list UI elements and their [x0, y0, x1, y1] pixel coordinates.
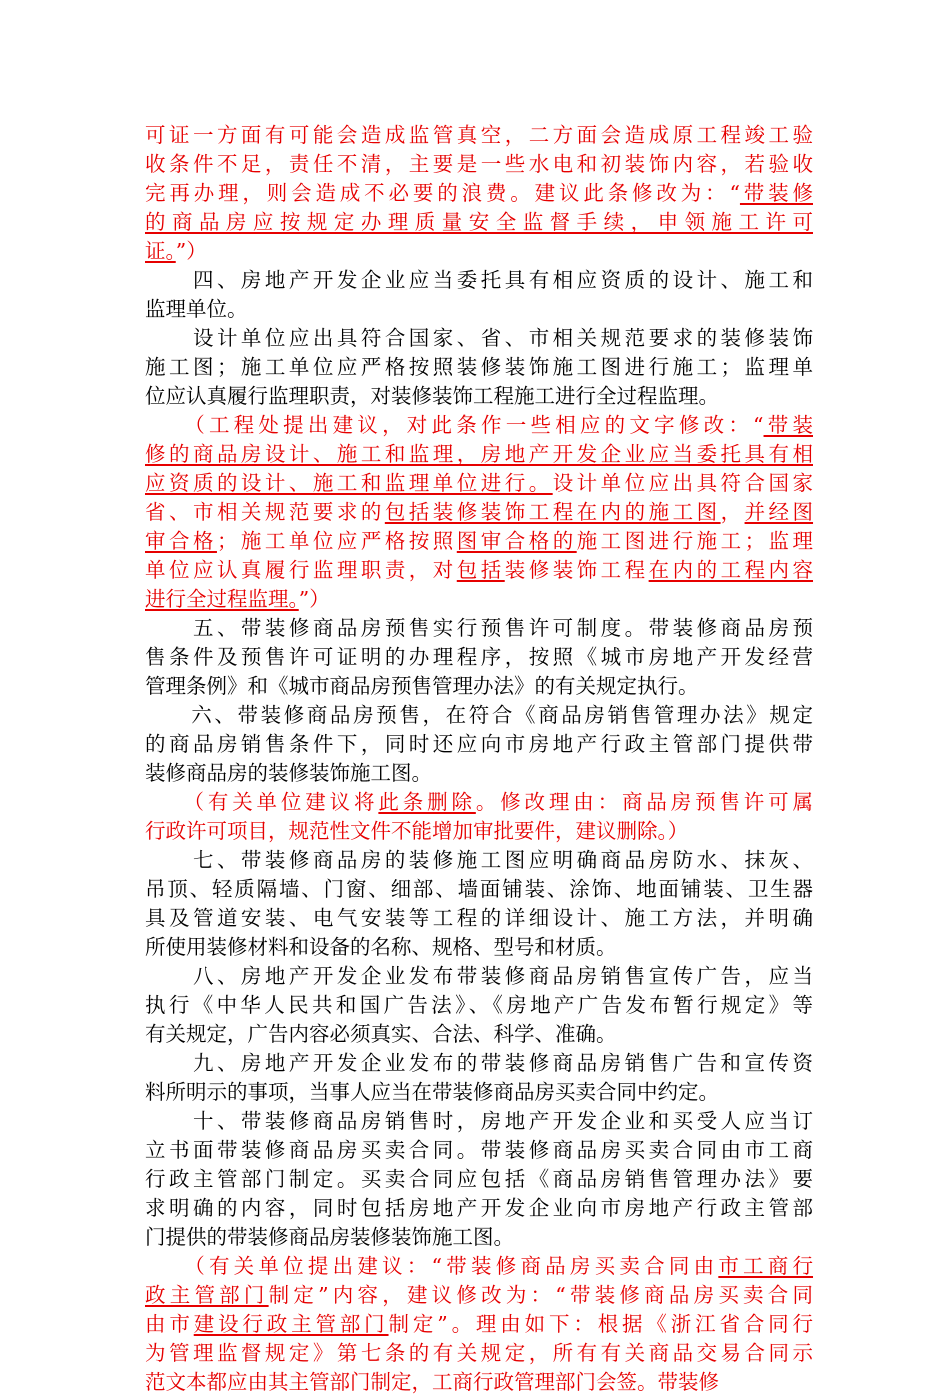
text-run: （有关单位建议将 — [145, 790, 379, 814]
text-line — [145, 759, 813, 788]
text-run: 制定”。理由如下：根据《浙江省合同行 — [388, 1312, 814, 1336]
text-run: 为管理监督规定》第七条的有关规定，所有有关商品交易合同示 — [145, 1341, 813, 1365]
text-run: 料所明示的事项，当事人应当在带装修商品房买卖合同中约定。 — [145, 1080, 719, 1104]
text-run: 完再办理，则会造成不必要的浪费。建议此条修改为：“ — [145, 181, 740, 205]
text-line — [145, 1136, 813, 1165]
text-run: 吊顶、轻质隔墙、门窗、细部、墙面铺装、涂饰、地面铺装、卫生器 — [145, 877, 813, 901]
text-line — [145, 556, 813, 585]
text-run: 求明确的内容，同时包括房地产开发企业向市房地产行政主管部 — [145, 1196, 813, 1220]
text-run: 由市 — [145, 1312, 194, 1336]
regulation-paragraph — [145, 266, 813, 324]
text-line — [145, 962, 813, 991]
underlined-text: 包括 — [456, 558, 505, 582]
text-line — [145, 440, 813, 469]
text-run: 售条件及预售许可证明的办理程序，按照《城市房地产开发经营 — [145, 645, 813, 669]
text-run: 四、房地产开发企业应当委托具有相应资质的设计、施工和 — [145, 268, 813, 292]
underlined-text: 市工商行 — [718, 1254, 814, 1278]
text-line — [145, 324, 813, 353]
underlined-text: 证。 — [145, 239, 176, 263]
text-run: 门提供的带装修商品房装修装饰施工图。 — [145, 1225, 514, 1249]
text-run: 五、带装修商品房预售实行预售许可制度。带装修商品房预 — [145, 616, 813, 640]
text-run: 省、市相关规范要求的 — [145, 500, 385, 524]
text-line — [145, 295, 813, 324]
text-run: 施工图；施工单位应严格按照装修装饰施工图进行施工；监理单 — [145, 355, 813, 379]
text-run: 监理单位。 — [145, 297, 248, 321]
text-run: 管理条例》和《城市商品房预售管理办法》的有关规定执行。 — [145, 674, 699, 698]
text-line — [145, 179, 813, 208]
document-page — [145, 121, 813, 1397]
underlined-text: 此条删除 — [378, 790, 476, 814]
text-line — [145, 585, 813, 614]
underlined-text: 的商品房应按规定办理质量安全监督手续，申领施工许可 — [145, 210, 813, 234]
text-run: 十、带装修商品房销售时，房地产开发企业和买受人应当订 — [145, 1109, 813, 1133]
regulation-paragraph — [145, 614, 813, 701]
text-run: 收条件不足，责任不清，主要是一些水电和初装饰内容，若验收 — [145, 152, 813, 176]
underlined-text: 带装 — [763, 413, 813, 437]
text-run: （有关单位提出建议：“带装修商品房买卖合同由 — [145, 1254, 719, 1278]
text-line — [145, 353, 813, 382]
text-run: 八、房地产开发企业发布带装修商品房销售宣传广告，应当 — [145, 964, 813, 988]
text-line — [145, 1339, 813, 1368]
text-run: 设计单位应出具符合国家、省、市相关规范要求的装修装饰 — [145, 326, 813, 350]
text-run: 可证一方面有可能会造成监管真空，二方面会造成原工程竣工验 — [145, 123, 813, 147]
regulation-paragraph — [145, 1107, 813, 1252]
text-line — [145, 1107, 813, 1136]
text-run: ”） — [175, 239, 207, 263]
underlined-text: 建设行政主管部门 — [193, 1312, 389, 1336]
text-run: 立书面带装修商品房买卖合同。带装修商品房买卖合同由市工商 — [145, 1138, 813, 1162]
text-run: 。修改理由：商品房预售许可属 — [475, 790, 814, 814]
text-run: ， — [720, 500, 745, 524]
text-line — [145, 1194, 813, 1223]
text-line — [145, 527, 813, 556]
text-line — [145, 991, 813, 1020]
text-run: 的商品房销售条件下，同时还应向市房地产行政主管部门提供带 — [145, 732, 813, 756]
review-comment-paragraph — [145, 411, 813, 614]
text-run: ；施工单位应严格按照 — [216, 529, 457, 553]
text-line — [145, 411, 813, 440]
text-line — [145, 1165, 813, 1194]
text-line — [145, 614, 813, 643]
text-line — [145, 701, 813, 730]
text-line — [145, 121, 813, 150]
text-line — [145, 498, 813, 527]
text-line — [145, 1078, 813, 1107]
text-line — [145, 933, 813, 962]
text-line — [145, 1252, 813, 1281]
underlined-text: 进行全过程监理。 — [145, 587, 299, 611]
underlined-text: 政主管部门 — [145, 1283, 269, 1307]
text-line — [145, 1223, 813, 1252]
text-run: 装修商品房的装修装饰施工图。 — [145, 761, 432, 785]
text-run: 行政许可项目，规范性文件不能增加审批要件，建议删除。） — [145, 819, 689, 843]
text-run: 设计单位应出具符合国家 — [552, 471, 814, 495]
text-run: 七、带装修商品房的装修施工图应明确商品房防水、抹灰、 — [145, 848, 813, 872]
text-line — [145, 875, 813, 904]
regulation-paragraph — [145, 1049, 813, 1107]
regulation-paragraph — [145, 324, 813, 411]
text-run: 范文本都应由其主管部门制定，工商行政管理部门会签。带装修 — [145, 1370, 719, 1394]
text-line — [145, 788, 813, 817]
text-line — [145, 817, 813, 846]
text-run: 所使用装修材料和设备的名称、规格、型号和材质。 — [145, 935, 617, 959]
underlined-text: 带装修 — [739, 181, 813, 205]
text-run: 六、带装修商品房预售，在符合《商品房销售管理办法》规定 — [145, 703, 813, 727]
text-run: 行政主管部门制定。买卖合同应包括《商品房销售管理办法》要 — [145, 1167, 813, 1191]
text-line — [145, 1020, 813, 1049]
underlined-text: 审合格 — [145, 529, 217, 553]
underlined-text: 包括装修装饰工程在内的施工图 — [384, 500, 721, 524]
text-run: 制定”内容，建议修改为：“带装修商品房买卖合同 — [268, 1283, 813, 1307]
text-line — [145, 469, 813, 498]
text-run: 有关规定，广告内容必须真实、合法、科学、准确。 — [145, 1022, 617, 1046]
text-line — [145, 846, 813, 875]
text-line — [145, 672, 813, 701]
text-line — [145, 208, 813, 237]
review-comment-paragraph — [145, 121, 813, 266]
text-line — [145, 266, 813, 295]
underlined-text: 修的商品房设计、施工和监理，房地产开发企业应当委托具有相 — [145, 442, 813, 466]
text-line — [145, 150, 813, 179]
regulation-paragraph — [145, 701, 813, 788]
text-line — [145, 237, 813, 266]
underlined-text: 应资质的设计、施工和监理单位进行。 — [145, 471, 553, 495]
text-run: 装修装饰工程 — [504, 558, 649, 582]
text-run: 具及管道安装、电气安装等工程的详细设计、施工方法，并明确 — [145, 906, 813, 930]
text-run: （工程处提出建议，对此条作一些相应的文字修改：“ — [145, 413, 764, 437]
text-run: 施工图进行施工；监理 — [576, 529, 814, 553]
review-comment-paragraph — [145, 1252, 813, 1397]
text-run: 执行《中华人民共和国广告法》、《房地产广告发布暂行规定》等 — [145, 993, 813, 1017]
regulation-paragraph — [145, 846, 813, 962]
text-line — [145, 1310, 813, 1339]
text-run: ”） — [298, 587, 330, 611]
text-line — [145, 904, 813, 933]
text-line — [145, 643, 813, 672]
text-line — [145, 1368, 813, 1397]
text-line — [145, 1281, 813, 1310]
regulation-paragraph — [145, 962, 813, 1049]
underlined-text: 并经图 — [744, 500, 814, 524]
text-line — [145, 1049, 813, 1078]
text-line — [145, 382, 813, 411]
underlined-text: 图审合格的 — [456, 529, 577, 553]
underlined-text: 在内的工程内容 — [648, 558, 814, 582]
text-run: 位应认真履行监理职责，对装修装饰工程施工进行全过程监理。 — [145, 384, 719, 408]
text-run: 九、房地产开发企业发布的带装修商品房销售广告和宣传资 — [145, 1051, 813, 1075]
text-line — [145, 730, 813, 759]
text-run: 单位应认真履行监理职责，对 — [145, 558, 457, 582]
review-comment-paragraph — [145, 788, 813, 846]
